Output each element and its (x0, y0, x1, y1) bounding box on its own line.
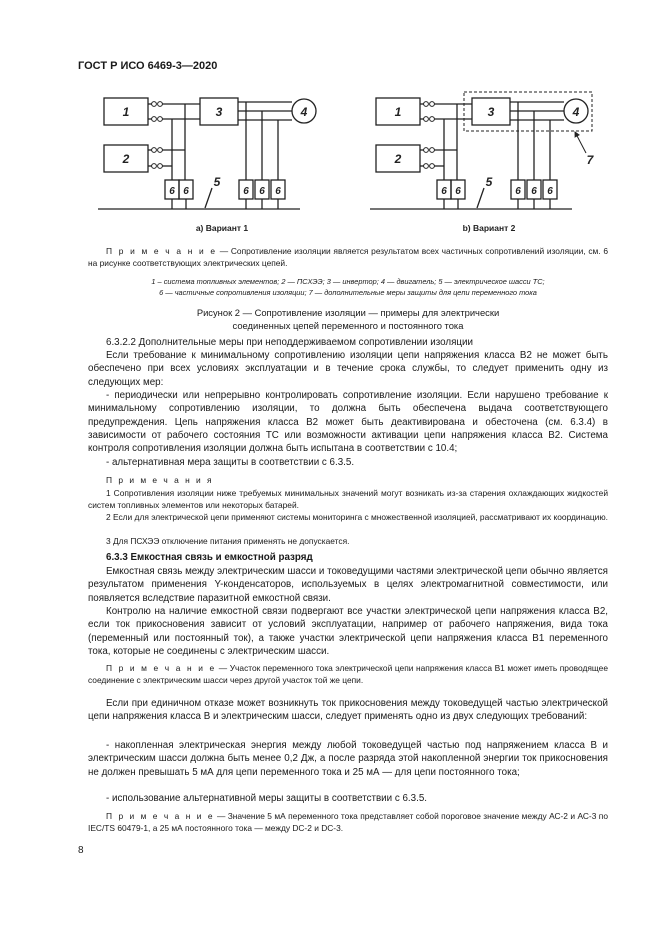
label-4b: 4 (572, 105, 580, 119)
note-3: 3 Для ПСХЭЭ отключение питания применять не допускается. (106, 536, 350, 546)
notes-title: П р и м е ч а н и я (106, 475, 214, 485)
insulation-figure (0, 80, 661, 240)
label-7: 7 (586, 153, 594, 167)
res-label: 6 (547, 186, 553, 197)
section-6322-bullet-1: - периодически или непрерывно контролировать сопротивление изоляции. Если нарушено требование к минимальному сопротивлению изоляции, то должна быть обеспечена выдача соответствующего предупреждения. Цепь напряжения класса В2 может быть деактивирована и обесточена (см. 6.3.4) в зависимости от рабочего состояния ТС или возможности активации цепи напряжения класса В2. Система контроля сопротивления изоляции должна быть испытана в соответствии с 10.4; (88, 390, 608, 455)
label-1b: 1 (394, 105, 402, 119)
section-633-title: 6.3.3 Емкостная связь и емкостной разряд (106, 552, 313, 563)
section-6322-para: Если требование к минимальному сопротивлению изоляции цепи напряжения класса В2 не может быть обеспечено при всех условиях эксплуатации и в течение срока службы, то следует применить одну из следующих мер: (88, 350, 608, 388)
label-1: 1 (122, 105, 130, 119)
note-2: 2 Если для электрической цепи применяют системы мониторинга с множественной изоляцией, рассматривают их координацию. (106, 512, 608, 522)
label-5b: 5 (485, 175, 493, 189)
page-number: 8 (78, 845, 84, 856)
res-label: 6 (531, 186, 537, 197)
label-2: 2 (122, 152, 130, 166)
caption-variant-1: a) Вариант 1 (195, 223, 249, 233)
res-label: 6 (515, 186, 521, 197)
section-6322-bullet-2: - альтернативная мера защиты в соответствии с 6.3.5. (106, 457, 355, 468)
section-633-bullet-1: - накопленная электрическая энергия между любой токоведущей частью под напряжением класса В и электрическим шасси должна быть менее 0,2 Дж, а после разряда этой накопленной энергии ток прикосновения не должен превышать 5 мА для цепи переменного тока и 25 мА — для цепи постоянного тока; (88, 740, 608, 778)
label-3b: 3 (487, 105, 495, 119)
res-label: 6 (455, 186, 461, 197)
figure-note: П р и м е ч а н и е — Сопротивление изоляции является результатом всех частичных сопротивлений изоляции, см. 6 на рисунке соответствующих электрических цепей. (88, 246, 608, 268)
label-3: 3 (215, 105, 223, 119)
section-633-para-1: Емкостная связь между электрическим шасси и токоведущими частями электрической цепи обычно является результатом применения Y-конденсаторов, используемых в целях электромагнитной совместимости, или появляется вследствие паразитной емкостной связи. (88, 566, 608, 604)
section-633-bullet-2: - использование альтернативной меры защиты в соответствии с 6.3.5. (106, 793, 427, 804)
label-2b: 2 (394, 152, 402, 166)
res-label: 6 (243, 186, 249, 197)
section-633-note-2: П р и м е ч а н и е — Значение 5 мА переменного тока представляет собой пороговое значение между АС-2 и АС-3 по IEC/TS 60479-1, а 25 мА постоянного тока — между DC-2 и DC-3. (88, 811, 608, 833)
res-label: 6 (259, 186, 265, 197)
res-label: 6 (441, 186, 447, 197)
res-label: 6 (275, 186, 281, 197)
document-header: ГОСТ Р ИСО 6469-3—2020 (78, 60, 218, 72)
res-label: 6 (169, 186, 175, 197)
caption-variant-2: b) Вариант 2 (462, 223, 516, 233)
res-label: 6 (183, 186, 189, 197)
section-6322-title: 6.3.2.2 Дополнительные меры при неподдерживаемом сопротивлении изоляции (106, 337, 473, 348)
figure-legend: 1 – система топливных элементов; 2 — ПСХЭЭ; 3 — инвертор; 4 — двигатель; 5 — электрическое шасси ТС; 6 — частичные сопротивления изоляции; 7 — дополнительные меры защиты для цепи переменного тока (151, 277, 545, 297)
section-633-para-3: Если при единичном отказе может возникнуть ток прикосновения между токоведущей частью электрической цепи напряжения класса В и электрическим шасси, следует применять одно из двух следующих требований: (88, 698, 608, 723)
note-1: 1 Сопротивления изоляции ниже требуемых минимальных значений могут возникать из-за старения охлаждающих жидкостей систем топливных элементов или некоторых батарей. (88, 488, 608, 510)
label-4: 4 (300, 105, 308, 119)
section-633-note: П р и м е ч а н и е — Участок переменного тока электрической цепи напряжения класса В1 может иметь проводящее соединение с электрическим шасси через другой участок той же цепи. (88, 663, 608, 685)
section-633-para-2: Контролю на наличие емкостной связи подвергают все участки электрической цепи напряжения класса В2, если ток прикосновения зависит от условий эксплуатации, например от рабочего напряжения, вида тока (переменный или постоянный ток), а также участки электрической цепи напряжения класса В1 переменного тока, которые не соединены с электрическим шасси. (88, 606, 608, 657)
figure-caption: Рисунок 2 — Сопротивление изоляции — примеры для электрически соединенных цепей переменного и постоянного тока (196, 307, 500, 331)
label-5: 5 (213, 175, 221, 189)
